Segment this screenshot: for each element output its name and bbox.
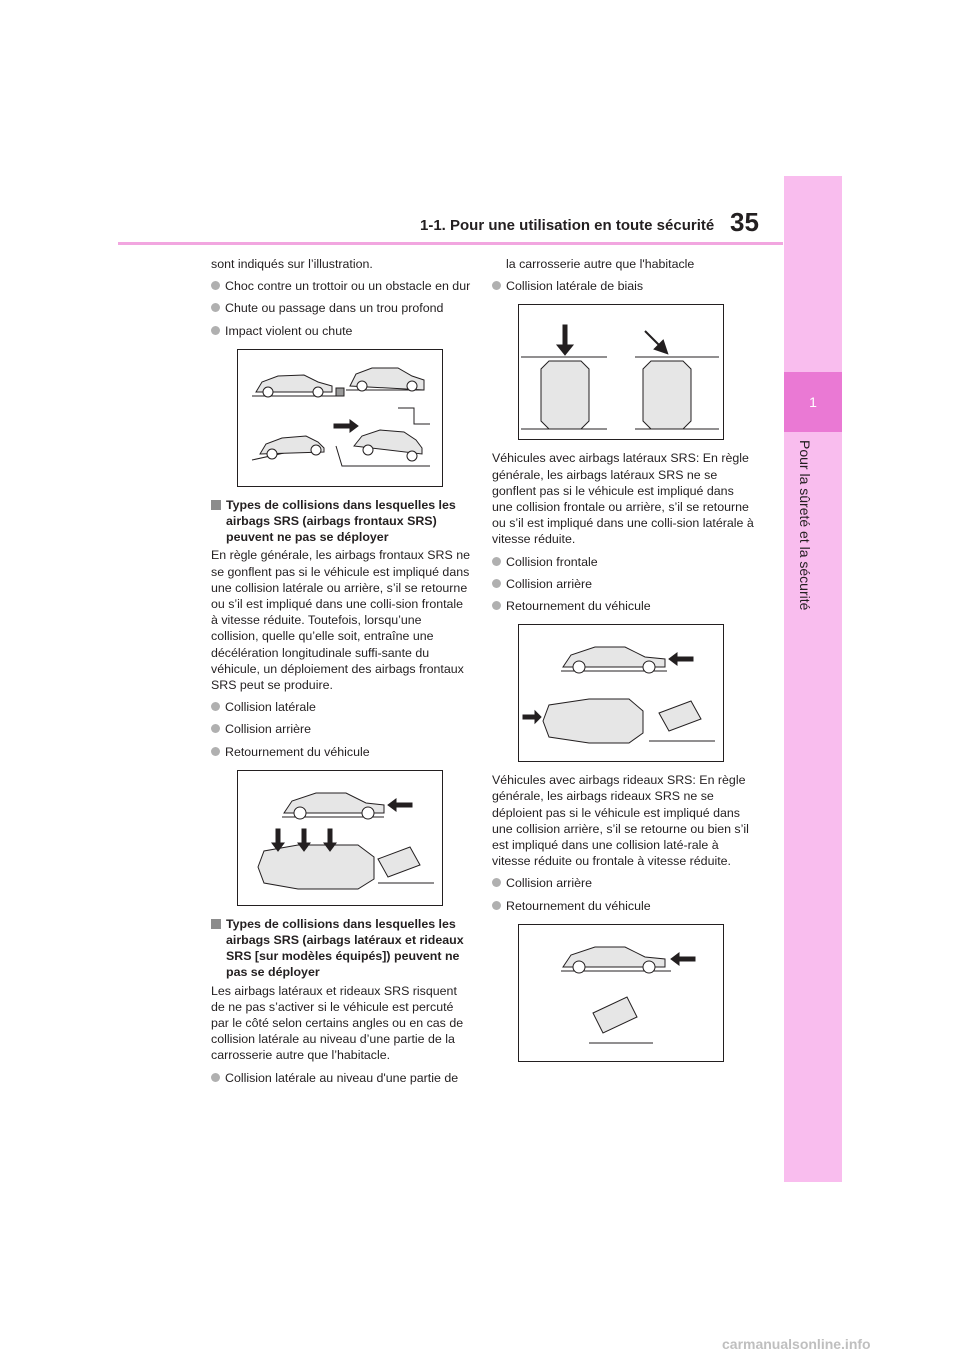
list-item: Choc contre un trottoir ou un obstacle en dur xyxy=(211,278,471,294)
intro-text: sont indiqués sur l’illustration. xyxy=(211,257,373,271)
left-column xyxy=(211,256,471,1092)
footer-watermark: carmanualsonline.info xyxy=(722,1336,871,1352)
body-paragraph: Véhicules avec airbags rideaux SRS: En règle générale, les airbags rideaux SRS ne se déploient pas si le véhicule est impliqué dans une collision arrière, s’il se retourne ou bien s’il est impliqué dans une collision laté-rale à vitesse réduite ou frontale à vitesse réduite. xyxy=(492,773,749,869)
body-paragraph: Les airbags latéraux et rideaux SRS risquent de ne pas s’activer si le véhicule est percuté par le côté selon certains angles ou en cas de collision latérale au niveau d’une partie de la carrosserie autre que l’habitacle. xyxy=(211,983,464,1063)
list-item: Collision latérale de biais xyxy=(492,278,754,294)
list-item: Retournement du véhicule xyxy=(492,598,754,614)
chapter-title-vertical: Pour la sûreté et la sécurité xyxy=(797,440,813,611)
continued-text: la carrosserie autre que l'habitacle xyxy=(506,257,695,271)
section-title: 1-1. Pour une utilisation en toute sécurité xyxy=(420,217,715,234)
list-item: Retournement du véhicule xyxy=(211,744,471,760)
illustration-curtain-airbag-exceptions xyxy=(518,924,724,1062)
right-column xyxy=(492,256,754,1072)
list-item: Chute ou passage dans un trou profond xyxy=(211,300,471,316)
list-item: Collision arrière xyxy=(492,875,754,891)
section-heading: Types de collisions dans lesquelles les airbags SRS (airbags latéraux et rideaux SRS [sur modèles équipés]) peuvent ne pas se déployer xyxy=(211,916,471,981)
list-item: Collision latérale au niveau d'une partie de xyxy=(211,1070,471,1086)
list-item: Collision arrière xyxy=(492,576,754,592)
illustration-impact-figure xyxy=(237,349,443,487)
list-item: Collision frontale xyxy=(492,554,754,570)
page-number: 35 xyxy=(730,207,759,237)
list-item: Collision arrière xyxy=(211,721,471,737)
body-paragraph: En règle générale, les airbags frontaux SRS ne se gonflent pas si le véhicule est impliqué dans une collision latérale ou arrière, s’il se retourne ou s’il est impliqué dans une colli-sion frontale à vitesse réduite. Toutefois, lorsqu’une collision, quelle qu’elle soit, entraîne une décélération longitudinale suffi-sante du véhicule, un déploiement des airbags frontaux SRS peut se produire. xyxy=(211,548,470,693)
illustration-side-airbag-exceptions xyxy=(518,624,724,762)
header-rule xyxy=(118,242,783,245)
chapter-side-tab xyxy=(784,176,842,1182)
list-item: Retournement du véhicule xyxy=(492,898,754,914)
list-item: Collision latérale xyxy=(211,699,471,715)
illustration-oblique-collision xyxy=(518,304,724,440)
illustration-frontal-airbag-exceptions xyxy=(237,770,443,906)
chapter-number-tab: 1 xyxy=(784,372,842,432)
list-item: Impact violent ou chute xyxy=(211,323,471,339)
body-paragraph: Véhicules avec airbags latéraux SRS: En règle générale, les airbags latéraux SRS ne se gonflent pas si le véhicule est impliqué dans une collision frontale ou arrière, s’il se retourne ou s’il est impliqué dans une colli-sion latérale à vitesse réduite. xyxy=(492,451,754,547)
section-heading: Types de collisions dans lesquelles les airbags SRS (airbags frontaux SRS) peuvent ne pas se déployer xyxy=(211,497,471,546)
